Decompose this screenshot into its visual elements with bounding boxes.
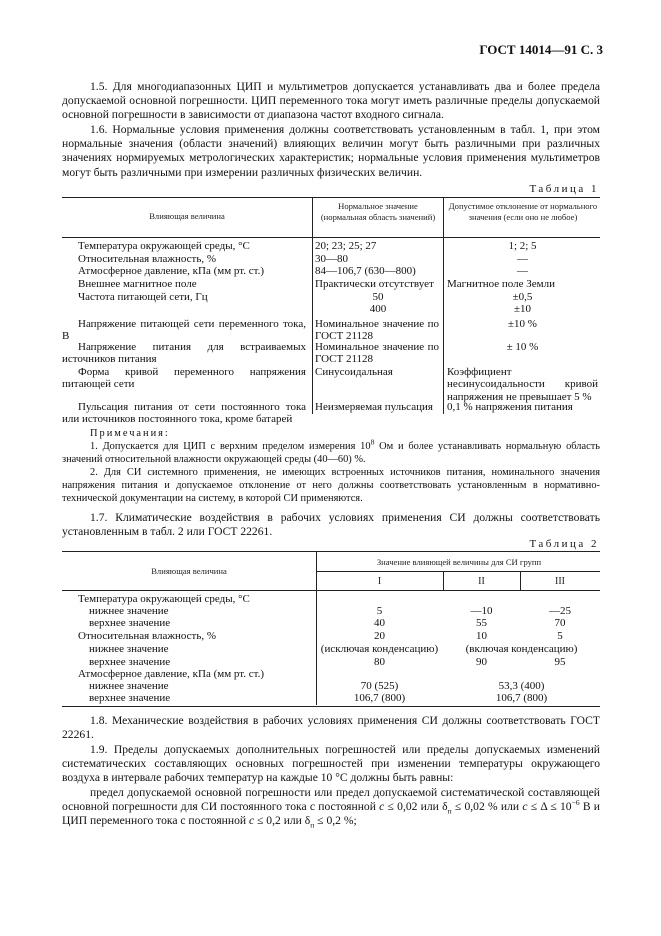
notes-block [62,427,600,505]
paragraph-1-9-a: предел допускаемой основной погрешности или предел допускаемой систематической составляющей основной погрешности для СИ постоянного тока с постоянной c ≤ 0,02 или $\delta_п \le 0,02$ % или $c \le \Delta \le 10^{-6}$ В и ЦИП переменного тока с постоянной c ≤ 0,2 или $\delta_п \le 0,2$ %; [62,786,600,830]
table-row: нижнее значение [89,605,169,617]
note-2: 2. Для СИ системного применения, не имеющих встроенных источников питания, номинального значения напряжения питания и допускаемое отклонение от него должны соответствовать установленным в нормативно-технической документации на систему, в которой СИ применяются. [62,467,600,504]
table-row: Внешнее магнитное поле [78,278,197,290]
table-cell: 0,1 % напряжения питания [447,401,573,413]
page-header: ГОСТ 14014—91 С. 3 [479,42,603,57]
table-1-header-influence: Влияющая величина [149,211,225,221]
table-2-header-group-1: I [377,576,382,587]
table-2-header-group: Значение влияющей величины для СИ групп [376,557,542,567]
table-1-caption: Таблица 1 [529,183,599,195]
table-cell: 55 [476,617,487,629]
table-cell: — [517,253,528,265]
table-2-caption: Таблица 2 [529,538,599,550]
table-cell: Синусоидальная [315,366,393,378]
table-cell: 20; 23; 25; 27 [315,240,377,252]
table-cell: —25 [549,605,571,617]
table-cell: 50 [372,291,384,303]
table-row: верхнее значение [89,656,171,668]
table-row: верхнее значение [89,692,171,704]
table-cell: ± 10 % [506,341,539,353]
table-cell: 84—106,7 (630—800) [315,265,416,277]
paragraph-1-8: 1.8. Механические воздействия в рабочих условиях применения СИ должны соответствовать ГОСТ 22261. [62,714,600,742]
table-cell: —10 [470,605,493,617]
table-row: Частота питающей сети, Гц [78,291,208,303]
table-cell: — [517,265,528,277]
table-row: нижнее значение [89,643,169,655]
table-row: Относительная влажность, % [78,630,217,642]
notes-title: Примечания: [90,428,170,439]
table-row: Температура окружающей среды, °С [78,593,250,605]
table-cell: 70 [554,617,566,629]
table-cell: 5 [557,630,563,642]
table-cell: 1; 2; 5 [508,240,537,252]
paragraph-1-9: 1.9. Пределы допускаемых дополнительных погрешностей или пределы допускаемых изменений систематических составляющих основных погрешностей при изменении температуры окружающего воздуха в интервале рабочих температур на каждые 10 °С должны быть равны: [62,743,600,785]
table-row: Относительная влажность, % [78,253,217,265]
table-row: Атмосферное давление, кПа (мм рт. ст.) [78,668,265,680]
paragraph-1-5: 1.5. Для многодиапазонных ЦИП и мультиметров допускается устанавливать два и более предела допускаемой основной погрешности. ЦИП переменного тока могут иметь различные пределы допускаемой основной погрешности в зависимости от диапазона частот входного сигнала. [62,80,600,122]
paragraph-1-6: 1.6. Нормальные условия применения должны соответствовать установленным в табл. 1, при этом нормальные значения (области значений) влияющих величин могут быть различными при различных значениях нормируемых метрологических характеристик; нормальные условия применения мультиметров могут быть различными при измерении различных физических величин. [62,123,600,179]
table-cell: Магнитное поле Земли [447,278,556,290]
table-cell: 70 (525) [360,680,399,692]
table-cell: 106,7 (800) [353,692,406,704]
table-row: нижнее значение [89,680,169,692]
table-cell: Неизмеряемая пульсация [315,401,433,413]
table-2-header-influence: Влияющая величина [151,566,227,576]
table-row: Пульсация питания от сети постоянного тока или источников постоянного тока, кроме батарей [62,401,306,426]
table-cell: 10 [476,630,487,642]
table-cell: Номинальное значение по ГОСТ 21128 [315,318,439,343]
paragraph-1-7: 1.7. Климатические воздействия в рабочих условиях применения СИ должны соответствовать установленным в табл. 2 или ГОСТ 22261. [62,511,600,539]
table-cell: 20 [374,630,385,642]
table-1-header-deviation: Допустимое отклонение от нормального значения (если оно не любое) [448,201,598,222]
table-row: Форма кривой переменного напряжения питающей сети [62,366,306,391]
table-row: верхнее значение [89,617,171,629]
table-cell: 80 [374,656,385,668]
table-cell: 53,3 (400) [498,680,545,692]
table-cell: ±10 [513,303,532,315]
table-row: Напряжение питания для встраиваемых источников питания [62,341,306,366]
table-2-header-group-2: II [478,576,485,587]
table-cell: Практически отсутствует [315,278,434,290]
note-1: 1. Допускается для ЦИП с верхним пределом измерения $10^8$ Ом и более устанавливать нормальную область значений относительной влажности окружающей среды (40—60) %. [62,437,600,465]
table-row: Напряжение питающей сети переменного тока, В [62,318,306,343]
table-cell: 95 [554,656,566,668]
table-cell: 30—80 [315,253,348,265]
table-cell: 90 [476,656,487,668]
table-cell: 5 [376,605,383,617]
table-2-header-group-3: III [555,576,565,587]
table-1-header-normal: Нормальное значение (нормальная область значений) [320,201,436,222]
table-row: Температура окружающей среды, °С [78,240,250,252]
table-cell: Номинальное значение по ГОСТ 21128 [315,341,439,366]
table-cell: 400 [369,303,387,315]
table-cell: 40 [374,617,385,629]
table-row: Атмосферное давление, кПа (мм рт. ст.) [78,265,265,277]
table-cell: ±0,5 [512,291,533,303]
table-cell: ±10 % [508,318,537,330]
table-cell: 106,7 (800) [495,692,548,704]
table-cell: (включая конденсацию) [465,643,578,655]
table-cell: Коэффициент несинусоидальности кривой напряжения не превышает 5 % [447,366,598,403]
table-cell: (исключая конденсацию) [320,643,439,655]
